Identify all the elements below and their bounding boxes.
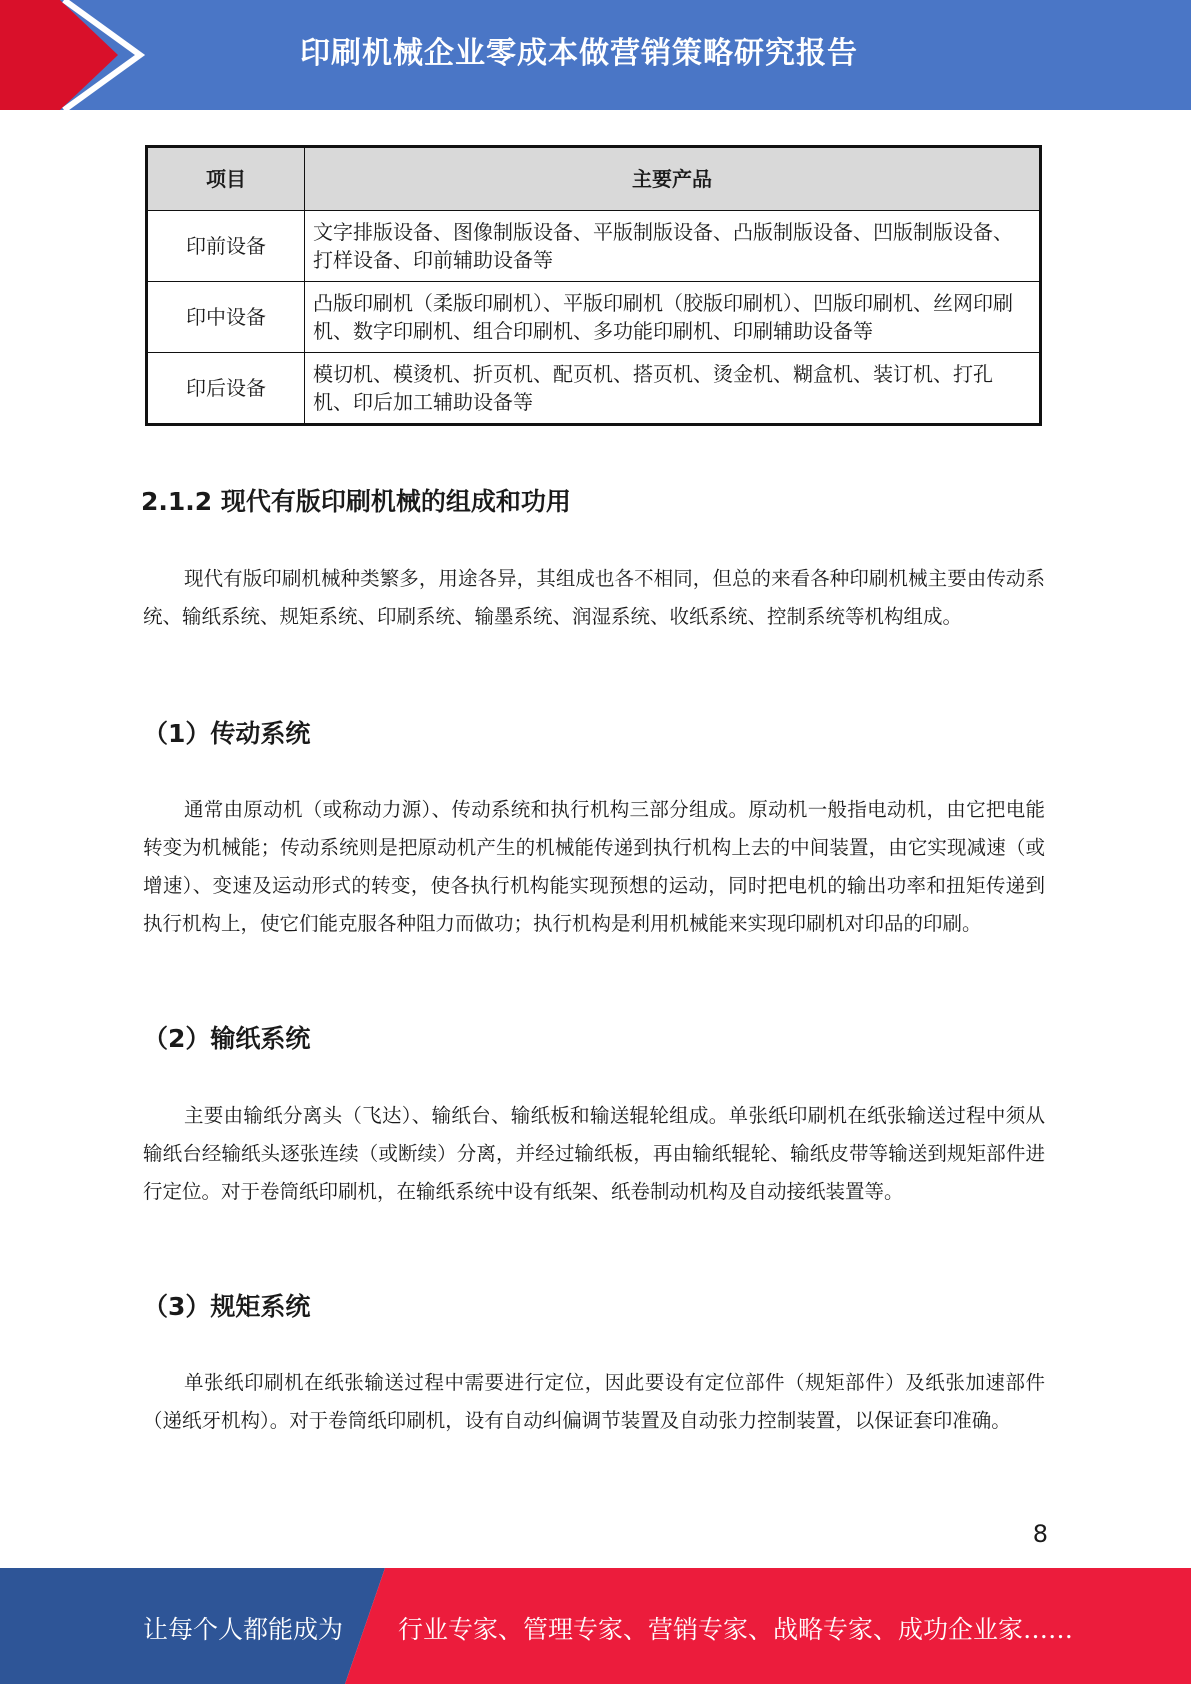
section-heading: 2.1.2 现代有版印刷机械的组成和功用 xyxy=(141,487,571,516)
table-cell-category: 印后设备 xyxy=(147,353,305,425)
table-row xyxy=(147,353,1041,425)
subsection-paragraph: 单张纸印刷机在纸张输送过程中需要进行定位，因此要设有定位部件（规矩部件）及纸张加速部件（递纸牙机构）。对于卷筒纸印刷机，设有自动纠偏调节装置及自动张力控制装置，以保证套印准确。 xyxy=(143,1371,1045,1432)
page-number: 8 xyxy=(1032,1520,1048,1548)
footer-slogan-right: 行业专家、管理专家、营销专家、战略专家、成功企业家…… xyxy=(398,1615,1074,1644)
footer-slogan-left: 让每个人都能成为 xyxy=(143,1615,344,1644)
page-footer xyxy=(0,1568,1191,1684)
table-row xyxy=(147,282,1041,353)
table-header-cell: 项目 xyxy=(147,147,305,211)
table-cell-products: 凸版印刷机（柔版印刷机）、平版印刷机（胶版印刷机）、凹版印刷机、丝网印刷机、数字印刷机、组合印刷机、多功能印刷机、印刷辅助设备等 xyxy=(305,282,1041,353)
table-cell-products: 模切机、模烫机、折页机、配页机、搭页机、烫金机、糊盒机、装订机、打孔机、印后加工辅助设备等 xyxy=(305,353,1041,425)
table-header-cell: 主要产品 xyxy=(305,147,1041,211)
page-header xyxy=(0,0,1191,110)
subsection-paragraph: 主要由输纸分离头（飞达）、输纸台、输纸板和输送辊轮组成。单张纸印刷机在纸张输送过程中须从输纸台经输纸头逐张连续（或断续）分离，并经过输纸板，再由输纸辊轮、输纸皮带等输送到规矩部件进行定位。对于卷筒纸印刷机，在输纸系统中设有纸架、纸卷制动机构及自动接纸装置等。 xyxy=(143,1104,1045,1203)
section-intro-paragraph: 现代有版印刷机械种类繁多，用途各异，其组成也各不相同，但总的来看各种印刷机械主要由传动系统、输纸系统、规矩系统、印刷系统、输墨系统、润湿系统、收纸系统、控制系统等机构组成。 xyxy=(143,567,1045,628)
table-cell-category: 印前设备 xyxy=(147,211,305,282)
table-cell-products: 文字排版设备、图像制版设备、平版制版设备、凸版制版设备、凹版制版设备、打样设备、印前辅助设备等 xyxy=(305,211,1041,282)
header-title: 印刷机械企业零成本做营销策略研究报告 xyxy=(300,36,858,71)
table-cell-category: 印中设备 xyxy=(147,282,305,353)
subsection-heading: （1）传动系统 xyxy=(143,719,311,748)
table-header-row xyxy=(147,147,1041,211)
subsection-heading: （2）输纸系统 xyxy=(143,1024,311,1053)
subsection-heading: （3）规矩系统 xyxy=(143,1292,311,1321)
table-row xyxy=(147,211,1041,282)
product-table xyxy=(145,145,1042,426)
subsection-paragraph: 通常由原动机（或称动力源）、传动系统和执行机构三部分组成。原动机一般指电动机，由它把电能转变为机械能；传动系统则是把原动机产生的机械能传递到执行机构上去的中间装置，由它实现减速（或增速）、变速及运动形式的转变，使各执行机构能实现预想的运动，同时把电机的输出功率和扭矩传递到执行机构上，使它们能克服各种阻力而做功；执行机构是利用机械能来实现印刷机对印品的印刷。 xyxy=(143,798,1045,935)
